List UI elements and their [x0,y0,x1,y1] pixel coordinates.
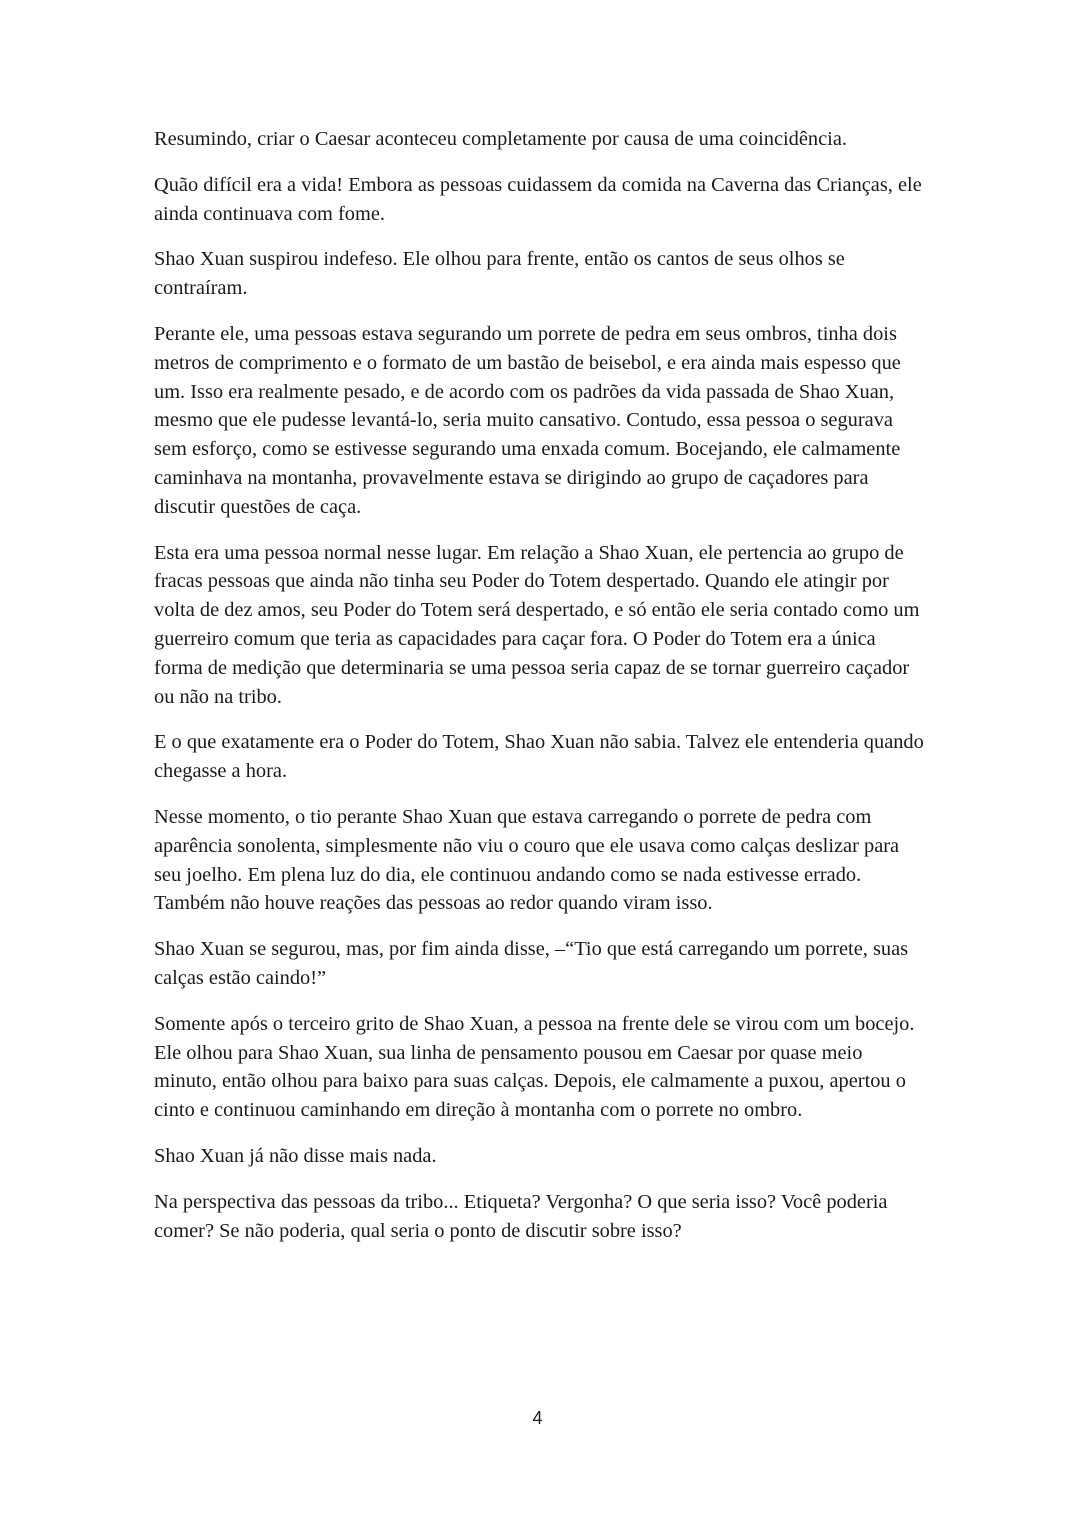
paragraph-8: Shao Xuan se segurou, mas, por fim ainda disse, –“Tio que está carregando um porrete, suas calças estão caindo!” [154,938,909,989]
paragraph-6: E o que exatamente era o Poder do Totem, Shao Xuan não sabia. Talvez ele entenderia quando chegasse a hora. [154,731,924,783]
page-number: 4 [532,1408,543,1428]
paragraph-10: Shao Xuan já não disse mais nada. [154,1144,437,1167]
page-body [154,125,924,1262]
paragraph-7: Nesse momento, o tio perante Shao Xuan que estava carregando o porrete de pedra com aparência sonolenta, simplesmente não viu o couro que ele usava como calças deslizar para seu joelho. Em plena luz do dia, ele continuou andando como se nada estivesse errado. Também não houve reações das pessoas ao redor quando viram isso. [154,805,900,915]
paragraph-2: Quão difícil era a vida! Embora as pessoas cuidassem da comida na Caverna das Crianças, ele ainda continuava com fome. [154,173,922,225]
paragraph-5: Esta era uma pessoa normal nesse lugar. Em relação a Shao Xuan, ele pertencia ao grupo de fracas pessoas que ainda não tinha seu Poder do Totem despertado. Quando ele atingir por volta de dez amos, seu Poder do Totem será despertado, e só então ele seria contado como um guerreiro comum que teria as capacidades para caçar fora. O Poder do Totem era a única forma de medição que determinaria se uma pessoa seria capaz de se tornar guerreiro caçador ou não na tribo. [154,541,920,708]
paragraph-1: Resumindo, criar o Caesar aconteceu completamente por causa de uma coincidência. [154,128,847,150]
paragraph-3: Shao Xuan suspirou indefeso. Ele olhou para frente, então os cantos de seus olhos se contraíram. [154,248,845,300]
paragraph-4: Perante ele, uma pessoas estava segurando um porrete de pedra em seus ombros, tinha dois metros de comprimento e o formato de um bastão de beisebol, e era ainda mais espesso que um. Isso era realmente pesado, e de acordo com os padrões da vida passada de Shao Xuan, mesmo que ele pudesse levantá-lo, seria muito cansativo. Contudo, essa pessoa o segurava sem esforço, como se estivesse segurando uma enxada comum. Bocejando, ele calmamente caminhava na montanha, provavelmente estava se dirigindo ao grupo de caçadores para discutir questões de caça. [154,322,901,518]
paragraph-9: Somente após o terceiro grito de Shao Xuan, a pessoa na frente dele se virou com um bocejo. Ele olhou para Shao Xuan, sua linha de pensamento pousou em Caesar por quase meio minuto, então olhou para baixo para suas calças. Depois, ele calmamente a puxou, apertou o cinto e continuou caminhando em direção à montanha com o porrete no ombro. [154,1012,915,1122]
paragraph-11: Na perspectiva das pessoas da tribo... Etiqueta? Vergonha? O que seria isso? Você poderia comer? Se não poderia, qual seria o ponto de discutir sobre isso? [154,1190,888,1242]
